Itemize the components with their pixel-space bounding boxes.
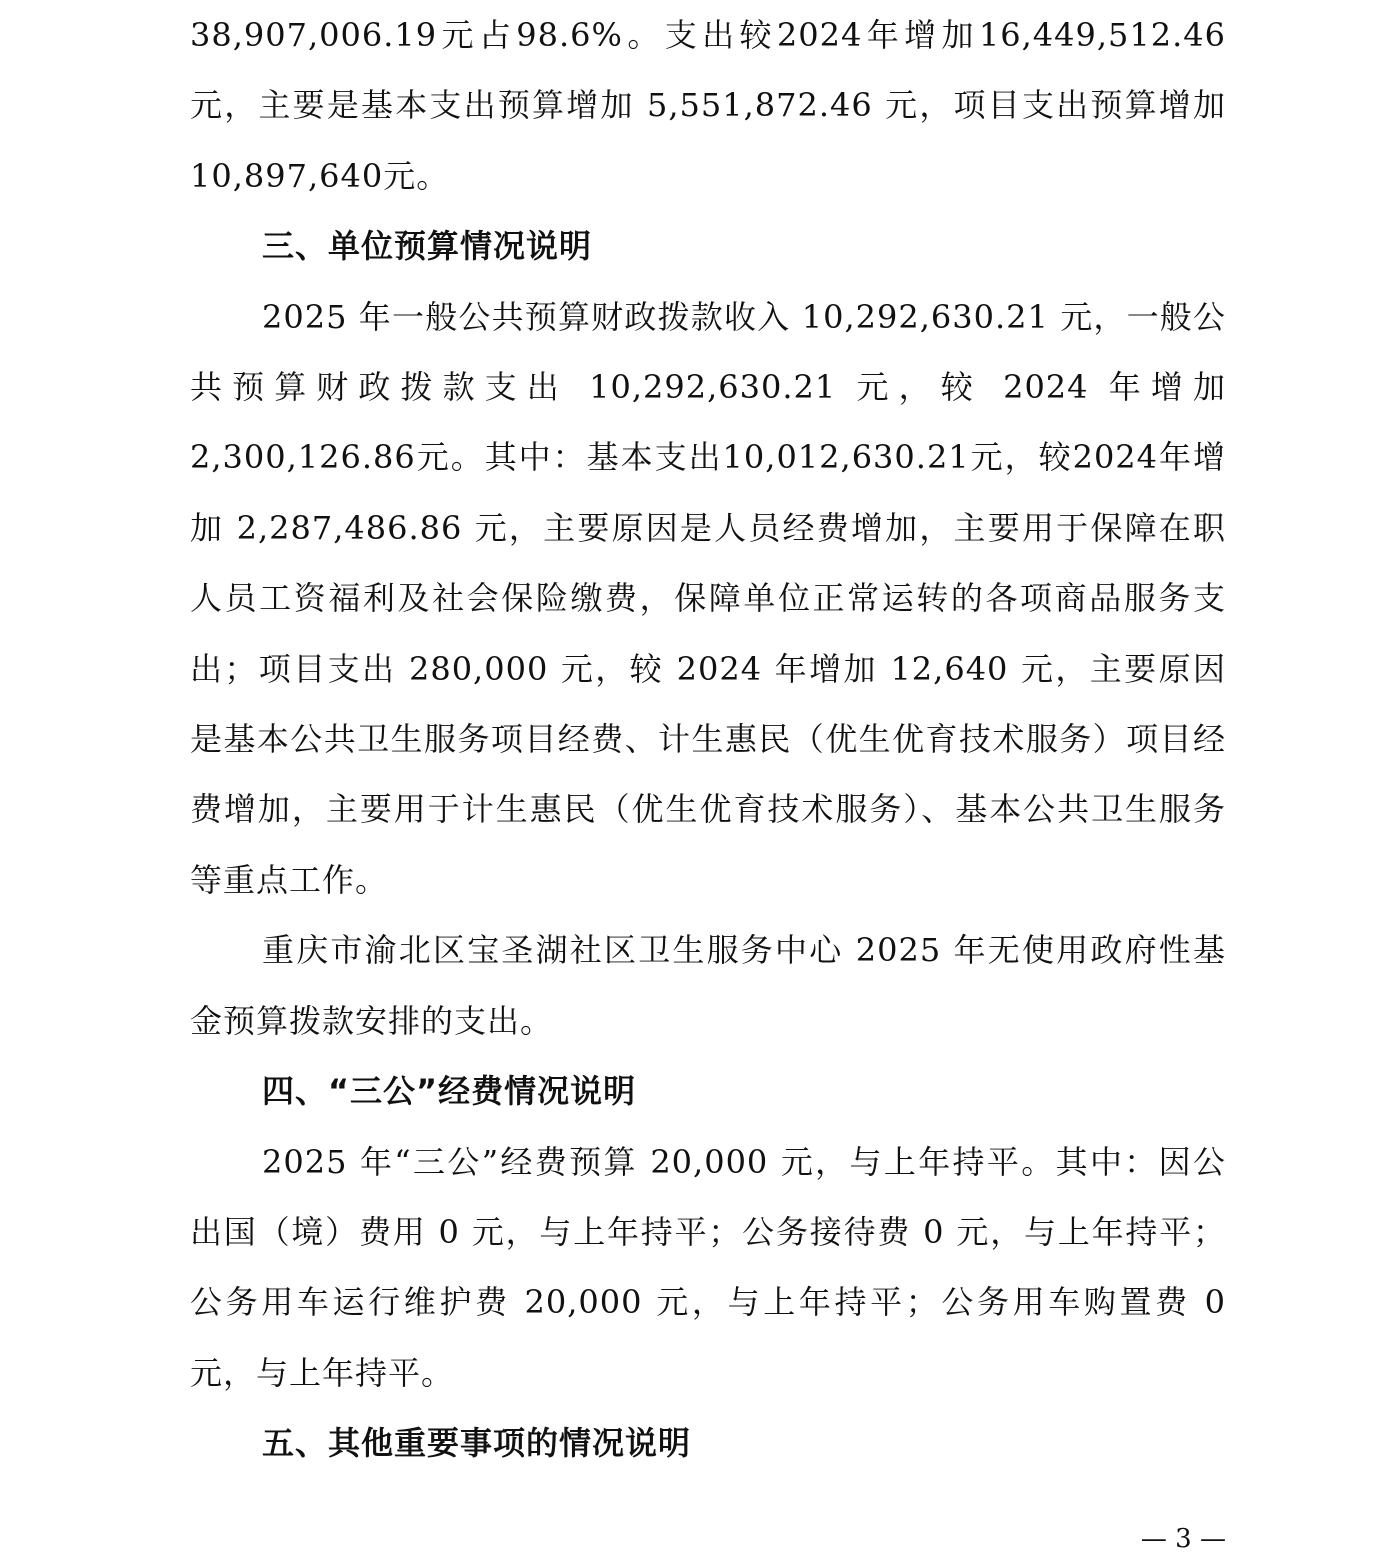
paragraph-expenditure-summary: 38,907,006.19元占98.6%。支出较2024年增加16,449,512.46元，主要是基本支出预算增加 5,551,872.46 元，项目支出预算增加10,897,640元。 (190, 16, 1226, 195)
paragraph-general-public-budget: 2025 年一般公共预算财政拨款收入 10,292,630.21 元，一般公共预算财政拨款支出 10,292,630.21 元，较 2024 年增加2,300,126.86元。其中：基本支出10,012,630.21元，较2024年增加 2,287,486.86 元，主要原因是人员经费增加，主要用于保障在职人员工资福利及社会保险缴费，保障单位正常运转的各项商品服务支出；项目支出 280,000 元，较 2024 年增加 12,640 元，主要原因是基本公共卫生服务项目经费、计生惠民（优生优育技术服务）项目经费增加，主要用于计生惠民（优生优育技术服务）、基本公共卫生服务等重点工作。 (190, 297, 1226, 899)
section-heading-three-public-expenses: 四、“三公”经费情况说明 (262, 1072, 637, 1111)
document-body (190, 0, 1226, 1479)
section-heading-unit-budget: 三、单位预算情况说明 (262, 227, 593, 266)
page-number: — 3 — (1140, 1524, 1226, 1554)
section-heading-other-matters: 五、其他重要事项的情况说明 (262, 1424, 692, 1463)
paragraph-three-public-expenses: 2025 年“三公”经费预算 20,000 元，与上年持平。其中：因公出国（境）费用 0 元，与上年持平；公务接待费 0 元，与上年持平；公务用车运行维护费 20,000 元，与上年持平；公务用车购置费 0 元，与上年持平。 (190, 1142, 1226, 1392)
paragraph-government-fund-budget: 重庆市渝北区宝圣湖社区卫生服务中心 2025 年无使用政府性基金预算拨款安排的支出。 (190, 931, 1226, 1040)
